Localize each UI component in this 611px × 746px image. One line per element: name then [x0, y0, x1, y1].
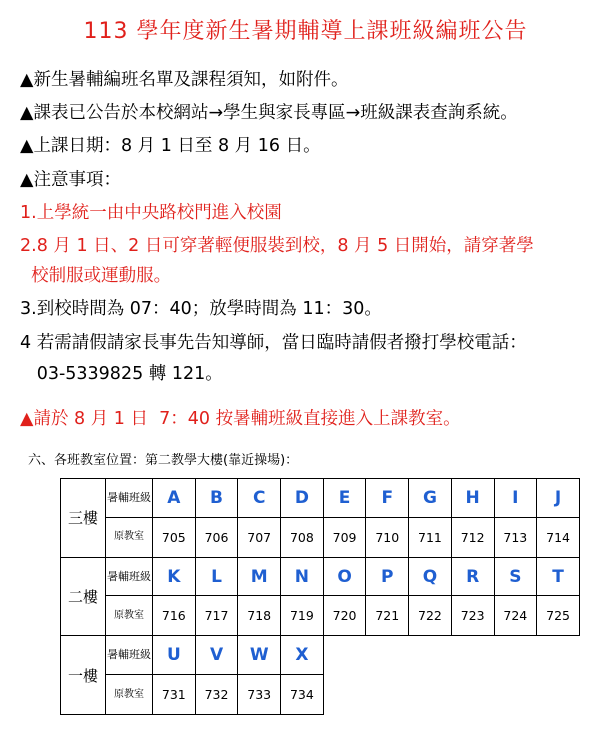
class-letter: N: [281, 557, 324, 596]
empty-cell: [451, 675, 494, 715]
empty-cell: [537, 636, 580, 675]
note-1: 1.上學統一由中央路校門進入校園: [20, 203, 282, 223]
class-letter: P: [366, 557, 409, 596]
empty-cell: [366, 675, 409, 715]
notice-heading: ▲注意事項：: [20, 170, 121, 190]
class-letter: K: [153, 557, 196, 596]
empty-cell: [323, 636, 366, 675]
room-number: 720: [323, 596, 366, 636]
empty-cell: [494, 675, 537, 715]
empty-cell: [409, 636, 452, 675]
note-4-phone: 03-5339825 轉 121。: [20, 364, 223, 384]
room-number: 716: [153, 596, 196, 636]
note-3: 3.到校時間為 07：40；放學時間為 11：30。: [20, 299, 382, 319]
class-row: [61, 479, 580, 518]
room-number: 711: [409, 517, 452, 557]
class-letter: I: [494, 479, 537, 518]
note-4: 4 若需請假請家長事先告知導師，當日臨時請假者撥打學校電話：: [20, 333, 527, 353]
class-letter: S: [494, 557, 537, 596]
room-number: 733: [238, 675, 281, 715]
room-row-label: 原教室: [106, 596, 153, 636]
room-number: 710: [366, 517, 409, 557]
class-letter: B: [195, 479, 238, 518]
class-letter: J: [537, 479, 580, 518]
room-number: 713: [494, 517, 537, 557]
class-letter: M: [238, 557, 281, 596]
notice-dates: ▲上課日期：8 月 1 日至 8 月 16 日。: [20, 136, 321, 156]
class-letter: V: [195, 636, 238, 675]
room-row: [61, 517, 580, 557]
floor-label: 二樓: [61, 557, 106, 636]
class-letter: L: [195, 557, 238, 596]
room-number: 725: [537, 596, 580, 636]
page-title: 113 學年度新生暑期輔導上課班級編班公告: [83, 19, 528, 44]
classroom-table: [60, 478, 580, 715]
room-row-label: 原教室: [106, 675, 153, 715]
class-letter: Q: [409, 557, 452, 596]
floor-label: 一樓: [61, 636, 106, 715]
class-row-label: 暑輔班級: [106, 557, 153, 596]
notice-first-day: ▲請於 8 月 1 日 7：40 按暑輔班級直接進入上課教室。: [20, 409, 461, 429]
notice-attachment: ▲新生暑輔編班名單及課程須知，如附件。: [20, 70, 349, 90]
room-number: 731: [153, 675, 196, 715]
note-2: 2.8 月 1 日、2 日可穿著輕便服裝到校，8 月 5 日開始，請穿著學: [20, 236, 534, 256]
class-letter: W: [238, 636, 281, 675]
class-row-label: 暑輔班級: [106, 479, 153, 518]
room-row: [61, 675, 580, 715]
room-number: 706: [195, 517, 238, 557]
empty-cell: [366, 636, 409, 675]
class-letter: R: [451, 557, 494, 596]
empty-cell: [451, 636, 494, 675]
room-number: 714: [537, 517, 580, 557]
room-number: 708: [281, 517, 324, 557]
room-number: 719: [281, 596, 324, 636]
notice-schedule: ▲課表已公告於本校網站→學生與家長專區→班級課表查詢系統。: [20, 103, 518, 123]
note-2-cont: 校制服或運動服。: [20, 266, 172, 286]
room-number: 712: [451, 517, 494, 557]
class-letter: C: [238, 479, 281, 518]
empty-cell: [409, 675, 452, 715]
room-number: 717: [195, 596, 238, 636]
class-letter: H: [451, 479, 494, 518]
class-row: [61, 636, 580, 675]
room-number: 707: [238, 517, 281, 557]
class-letter: T: [537, 557, 580, 596]
class-row: [61, 557, 580, 596]
room-row-label: 原教室: [106, 517, 153, 557]
class-letter: A: [153, 479, 196, 518]
room-row: [61, 596, 580, 636]
class-letter: F: [366, 479, 409, 518]
class-letter: O: [323, 557, 366, 596]
room-number: 721: [366, 596, 409, 636]
room-number: 723: [451, 596, 494, 636]
class-row-label: 暑輔班級: [106, 636, 153, 675]
empty-cell: [494, 636, 537, 675]
class-letter: U: [153, 636, 196, 675]
room-number: 718: [238, 596, 281, 636]
room-number: 709: [323, 517, 366, 557]
floor-label: 三樓: [61, 479, 106, 558]
empty-cell: [537, 675, 580, 715]
room-number: 722: [409, 596, 452, 636]
class-letter: D: [281, 479, 324, 518]
room-number: 705: [153, 517, 196, 557]
class-letter: G: [409, 479, 452, 518]
room-number: 732: [195, 675, 238, 715]
empty-cell: [323, 675, 366, 715]
room-number: 734: [281, 675, 324, 715]
class-letter: X: [281, 636, 324, 675]
class-letter: E: [323, 479, 366, 518]
table-caption: 六、各班教室位置：第二教學大樓(靠近操場)：: [28, 453, 299, 468]
room-number: 724: [494, 596, 537, 636]
